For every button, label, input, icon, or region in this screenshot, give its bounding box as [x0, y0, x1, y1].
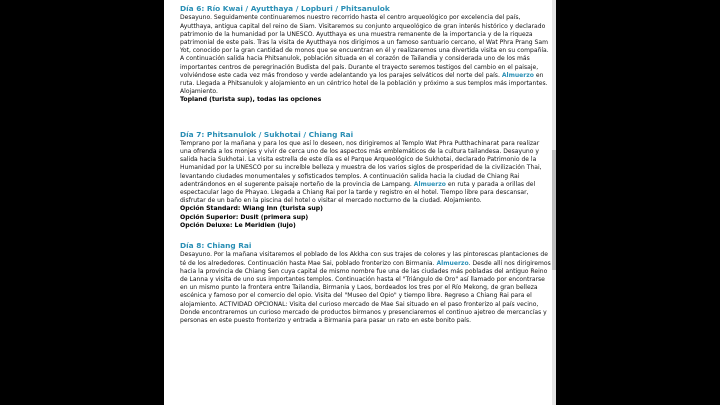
day-after: en ruta y parada a orillas del espectacular lago de Phayao. Llegada a Chiang Rai por la tarde y registro en el hotel. Tiempo libre para descansar, disfrutar de un baño en la piscina del hotel o visitar el mercado nocturno de la ciudad. Alojamiento.	[180, 180, 536, 205]
day-description	[180, 251, 552, 325]
hotel-option-superior: Opción Superior: Dusit (primera sup)	[180, 213, 309, 221]
hotel-option-deluxe: Opción Deluxe: Le Meridien (lujo)	[180, 221, 296, 229]
document-page	[164, 0, 556, 405]
day-intro: Desayuno. Seguidamente continuaremos nuestro recorrido hasta el centro arqueológico por excelencia del país, Ayutthaya, antigua capital del reino de Siam. Visitaremos su conjunto arqueológico de gran interés histórico y declarado patrimonio de la humanidad por la UNESCO. Ayutthaya es una muestra remanente de la importancia y de la riqueza patrimonial de este país. Tras la visita de Ayutthaya nos dirigimos a un famoso santuario cercano, el Wat Phra Prang Sam Yot, conocido por la gran cantidad de monos que se encuentran en él y realizaremos una divertida visita en su compañía. A continuación salida hacia Phitsanulok, población situada en el corazón de Tailandia y considerada uno de los más importantes centros de peregrinación Budista del país. Durante el trayecto seremos testigos del cambio en el paisaje, volviéndose este cada vez más frondoso y verde adelantando ya los parajes selváticos del norte del país.	[180, 14, 549, 79]
day-after: . Desde allí nos dirigiremos hacia la provincia de Chiang Sen cuya capital de mismo nombre fue una de las ciudades más pobladas del antiguo Reino de Lanna y visita de uno sus importantes templos. Continuación hasta el "Triángulo de Oro" así llamado por encontrarse en un mismo punto la frontera entre Tailandia, Birmania y Laos, bordeados los tres por el Río Mekong, de gran belleza escénica y famoso por el comercio del opio. Visita del "Museo del Opio" y tiempo libre. Regreso a Chiang Rai para el alojamiento. ACTIVIDAD OPCIONAL: Visita del curioso mercado de Mae Sai situado en el paso fronterizo al país vecino, Donde encontraremos un curioso mercado de productos birmanos y presenciaremos el continuo ajetreo de mercancías y personas en este puesto fronterizo y entrada a Birmania para pasar un rato en este bonito país.	[180, 259, 551, 324]
hotel-option-standard: Opción Standard: Wiang Inn (turista sup)	[180, 205, 323, 213]
hotel-option: Topland (turista sup), todas las opciones	[180, 96, 322, 104]
day-6-section	[180, 4, 552, 105]
vertical-scrollbar[interactable]	[552, 0, 556, 405]
day-intro: Desayuno. Por la mañana visitaremos el poblado de los Akkha con sus trajes de colores y las pintorescas plantaciones de té de los alrededores. Continuación hasta Mae Sai, poblado fronterizo con Birmania.	[180, 251, 548, 267]
itinerary-content	[180, 4, 552, 336]
day-8-section	[180, 241, 552, 325]
almuerzo-label: Almuerzo	[501, 71, 534, 79]
almuerzo-label: Almuerzo	[413, 180, 446, 188]
day-7-section	[180, 130, 552, 231]
scrollbar-thumb[interactable]	[552, 150, 556, 270]
day-title: Día 8: Chiang Rai	[180, 241, 252, 251]
day-title: Día 6: Río Kwai / Ayutthaya / Lopburi / Phitsanulok	[180, 4, 390, 13]
day-description	[180, 140, 552, 206]
day-after: en ruta. Llegada a Phitsanulok y alojamiento en un céntrico hotel de la población y próximo a sus templos más importantes. Alojamiento.	[180, 71, 548, 96]
day-description	[180, 14, 552, 96]
day-intro: Temprano por la mañana y para los que así lo deseen, nos dirigiremos al Templo Wat Phra Putthachinarat para realizar una ofrenda a los monjes y vivir de cerca uno de los aspectos más emblemáticos de la cultura tailandesa. Desayuno y salida hacia Sukhotai. La visita estrella de este día es el Parque Arqueológico de Sukhotai, declarado Patrimonio de la Humanidad por la UNESCO por su increíble belleza y muestra de los varios siglos de prosperidad de la civilización Thai, levantando ciudades monumentales y sofisticados templos. A continuación salida hacia la ciudad de Chiang Rai adentrándonos en el sugerente paisaje norteño de la provincia de Lampang.	[180, 139, 542, 188]
day-title: Día 7: Phitsanulok / Sukhotai / Chiang Rai	[180, 129, 354, 139]
almuerzo-label: Almuerzo	[436, 259, 469, 267]
